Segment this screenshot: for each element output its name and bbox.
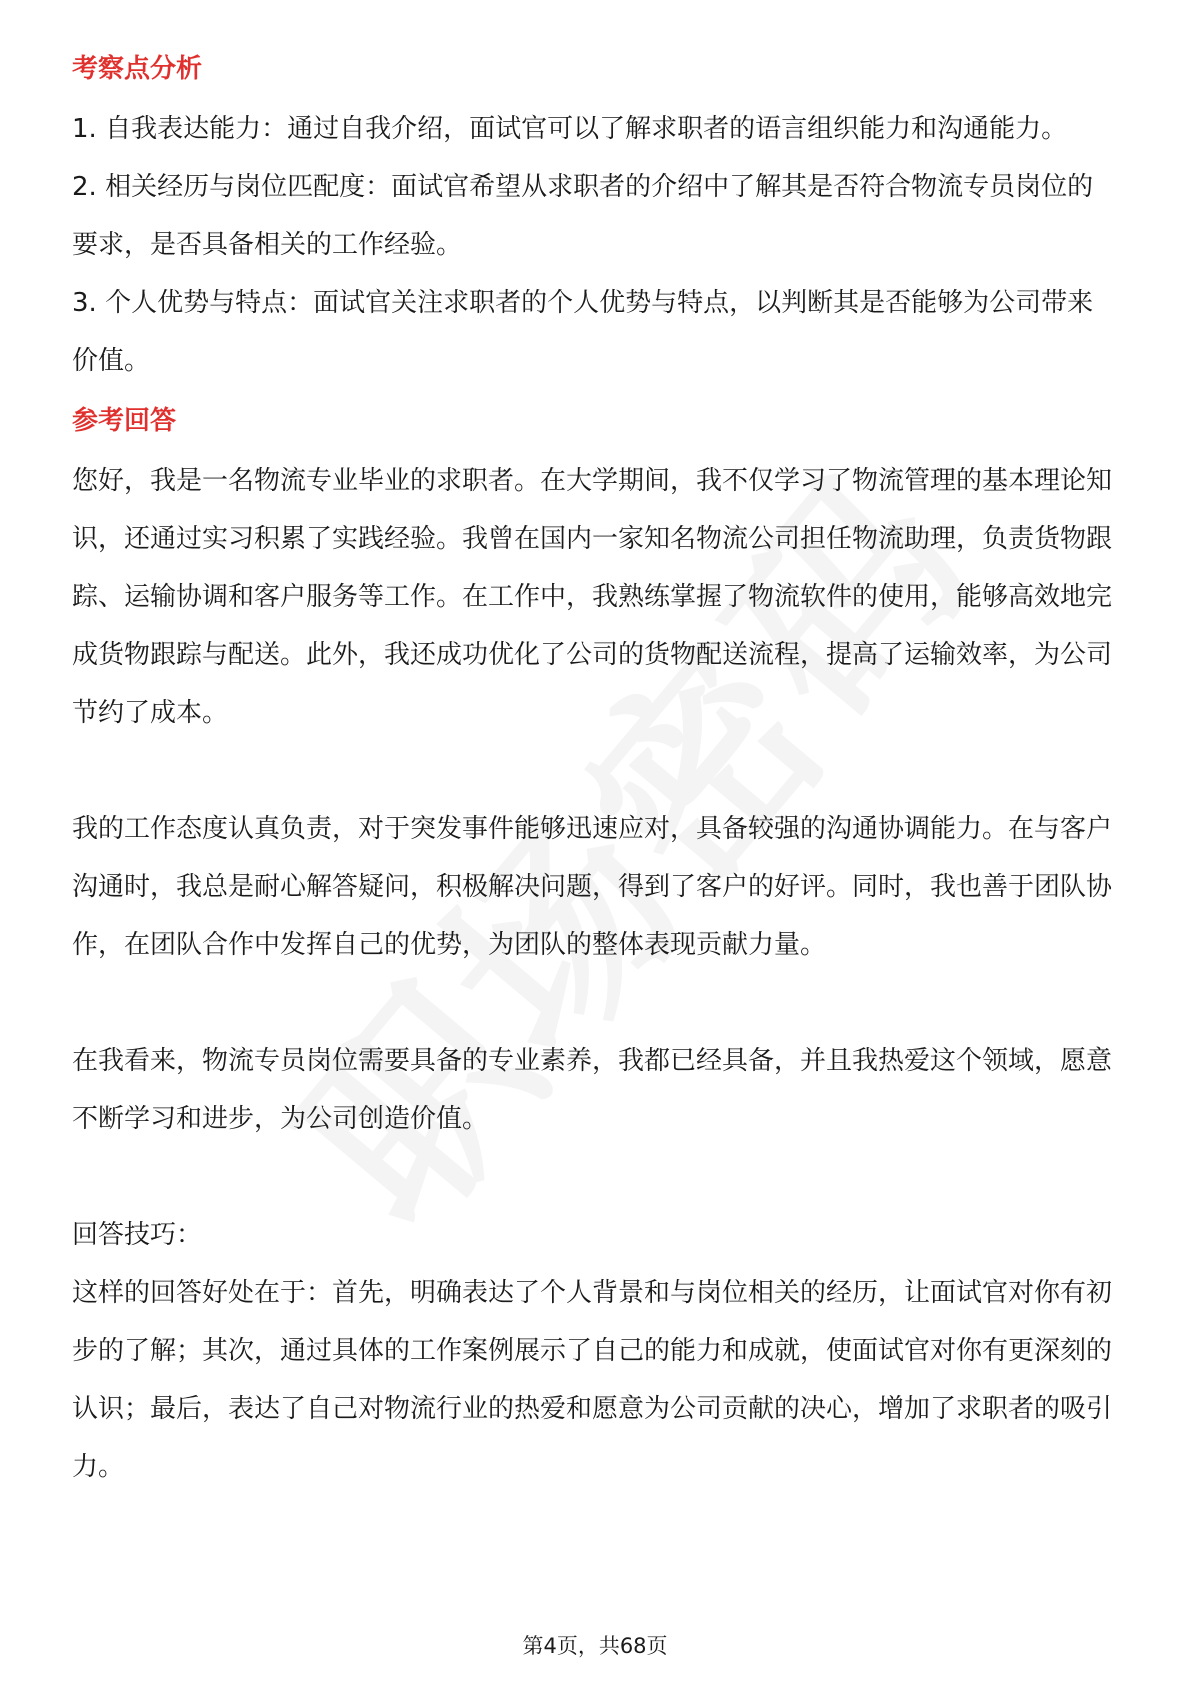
tips-text: 这样的回答好处在于：首先，明确表达了个人背景和与岗位相关的经历，让面试官对你有初步的了解；其次，通过具体的工作案例展示了自己的能力和成就，使面试官对你有更深刻的认识；最后，表达了自己对物流行业的热爱和愿意为公司贡献的决心，增加了求职者的吸引力。 [72, 1278, 1113, 1482]
analysis-item-1: 1. 自我表达能力：通过自我介绍，面试官可以了解求职者的语言组织能力和沟通能力。 [72, 114, 1068, 144]
page-content [72, 48, 1118, 1496]
answer-paragraph-2: 我的工作态度认真负责，对于突发事件能够迅速应对，具备较强的沟通协调能力。在与客户沟通时，我总是耐心解答疑问，积极解决问题，得到了客户的好评。同时，我也善于团队协作，在团队合作中发挥自己的优势，为团队的整体表现贡献力量。 [72, 814, 1113, 960]
answer-paragraph-1: 您好，我是一名物流专业毕业的求职者。在大学期间，我不仅学习了物流管理的基本理论知识，还通过实习积累了实践经验。我曾在国内一家知名物流公司担任物流助理，负责货物跟踪、运输协调和客户服务等工作。在工作中，我熟练掌握了物流软件的使用，能够高效地完成货物跟踪与配送。此外，我还成功优化了公司的货物配送流程，提高了运输效率，为公司节约了成本。 [72, 466, 1113, 728]
analysis-item-2: 2. 相关经历与岗位匹配度：面试官希望从求职者的介绍中了解其是否符合物流专员岗位的要求，是否具备相关的工作经验。 [72, 172, 1094, 260]
analysis-item-3: 3. 个人优势与特点：面试官关注求职者的个人优势与特点，以判断其是否能够为公司带来价值。 [72, 288, 1094, 376]
answer-paragraph-3: 在我看来，物流专员岗位需要具备的专业素养，我都已经具备，并且我热爱这个领域，愿意不断学习和进步，为公司创造价值。 [72, 1046, 1113, 1134]
tips-label: 回答技巧： [72, 1220, 203, 1250]
page-number: 第4页，共68页 [522, 1634, 668, 1658]
answer-heading: 参考回答 [72, 406, 177, 436]
analysis-heading: 考察点分析 [72, 54, 203, 84]
